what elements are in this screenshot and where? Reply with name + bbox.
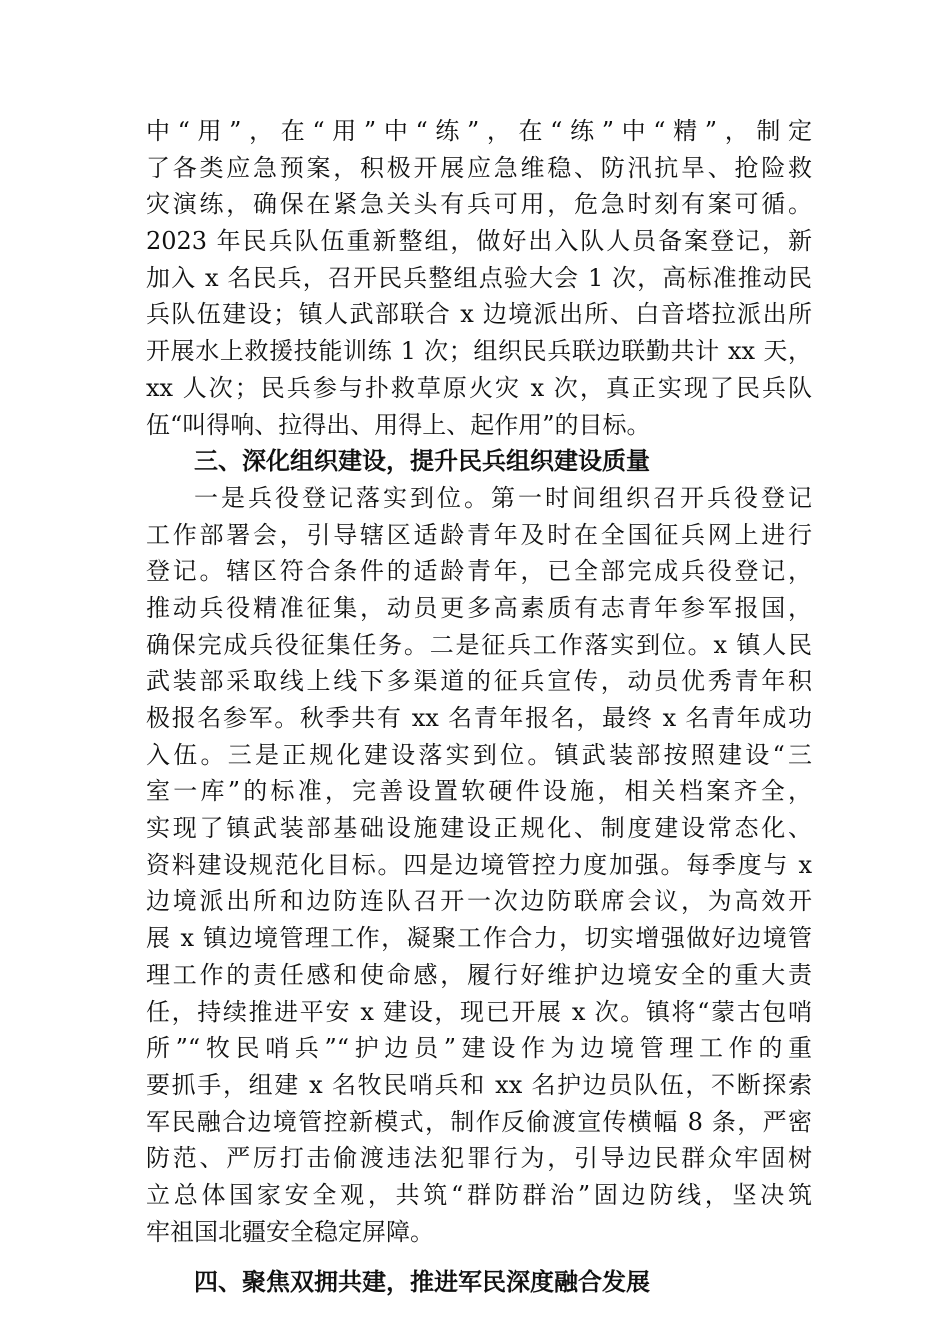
body-line: 要抓手，组建 x 名牧民哨兵和 xx 名护边员队伍，不断探索 <box>146 1070 812 1099</box>
body-line: 资料建设规范化目标。四是边境管控力度加强。每季度与 x <box>146 850 812 879</box>
body-line: 兵队伍建设；镇人武部联合 x 边境派出所、白音塔拉派出所 <box>146 300 812 329</box>
body-line: 入伍。三是正规化建设落实到位。镇武装部按照建设“三 <box>146 740 812 769</box>
body-line: 2023 年民兵队伍重新整组，做好出入队人员备案登记，新 <box>146 227 812 256</box>
body-line: 实现了镇武装部基础设施建设正规化、制度建设常态化、 <box>146 814 812 843</box>
paragraph-gap <box>146 1250 812 1264</box>
body-line: 所”“牧民哨兵”“护边员”建设作为边境管理工作的重 <box>146 1034 812 1063</box>
body-line: 一是兵役登记落实到位。第一时间组织召开兵役登记 <box>194 483 812 512</box>
body-line: 确保完成兵役征集任务。二是征兵工作落实到位。x 镇人民 <box>146 630 812 659</box>
body-line: 了各类应急预案，积极开展应急维稳、防汛抗旱、抢险救 <box>146 153 812 182</box>
body-line: 伍“叫得响、拉得出、用得上、起作用”的目标。 <box>146 410 651 439</box>
body-line: 登记。辖区符合条件的适龄青年，已全部完成兵役登记， <box>146 557 812 586</box>
section-heading-3: 三、深化组织建设，提升民兵组织建设质量 <box>194 446 650 476</box>
body-line: 理工作的责任感和使命感，履行好维护边境安全的重大责 <box>146 960 812 989</box>
body-line: 展 x 镇边境管理工作，凝聚工作合力，切实增强做好边境管 <box>146 924 812 953</box>
body-line: 灾演练，确保在紧急关头有兵可用，危急时刻有案可循。 <box>146 190 812 219</box>
body-line: 武装部采取线上线下多渠道的征兵宣传，动员优秀青年积 <box>146 667 812 696</box>
section-heading-4: 四、聚焦双拥共建，推进军民深度融合发展 <box>194 1267 650 1297</box>
body-line: 防范、严厉打击偷渡违法犯罪行为，引导边民群众牢固树 <box>146 1144 812 1173</box>
body-line: 加入 x 名民兵，召开民兵整组点验大会 1 次，高标准推动民 <box>146 263 812 292</box>
body-line: 开展水上救援技能训练 1 次；组织民兵联边联勤共计 xx 天， <box>146 337 812 366</box>
document-body <box>146 113 812 1301</box>
body-line: 推动兵役精准征集，动员更多高素质有志青年参军报国， <box>146 593 812 622</box>
body-line: xx 人次；民兵参与扑救草原火灾 x 次，真正实现了民兵队 <box>146 373 812 402</box>
body-line: 工作部署会，引导辖区适龄青年及时在全国征兵网上进行 <box>146 520 812 549</box>
body-line: 极报名参军。秋季共有 xx 名青年报名，最终 x 名青年成功 <box>146 704 812 732</box>
body-line: 立总体国家安全观，共筑“群防群治”固边防线，坚决筑 <box>146 1180 812 1209</box>
body-line: 任，持续推进平安 x 建设，现已开展 x 次。镇将“蒙古包哨 <box>146 997 812 1026</box>
body-line: 牢祖国北疆安全稳定屏障。 <box>146 1217 434 1246</box>
body-line: 室一库”的标准，完善设置软硬件设施，相关档案齐全， <box>146 777 812 806</box>
body-line: 中“用”，在“用”中“练”，在“练”中“精”，制定 <box>146 117 812 145</box>
body-line: 军民融合边境管控新模式，制作反偷渡宣传横幅 8 条，严密 <box>146 1107 812 1136</box>
body-line: 边境派出所和边防连队召开一次边防联席会议，为高效开 <box>146 887 812 916</box>
